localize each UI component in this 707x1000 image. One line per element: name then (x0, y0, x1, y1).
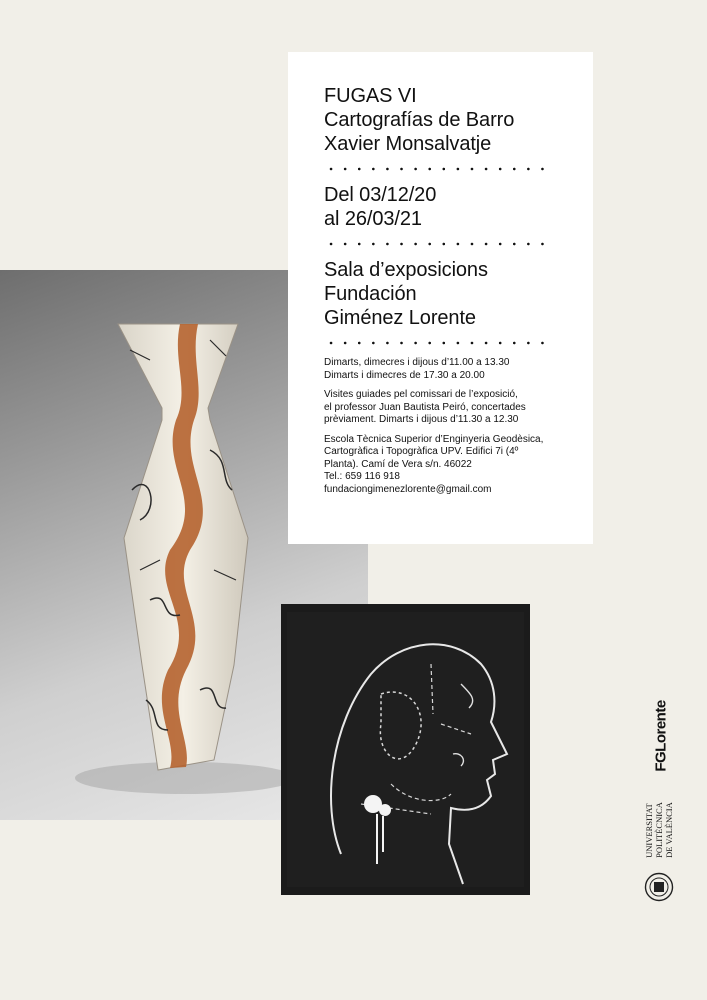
head-artwork (281, 604, 530, 895)
dotted-divider (324, 242, 550, 246)
start-date: Del 03/12/20 (324, 184, 437, 206)
fgl-logo-text: FGLorente (652, 700, 670, 772)
artist-name: Xavier Monsalvatje (324, 133, 492, 155)
venue-line: Fundación (324, 283, 417, 305)
venue-line: Sala d’exposicions (324, 259, 488, 281)
exhibition-title: Cartografías de Barro (324, 109, 515, 131)
university-seal-icon (644, 872, 674, 902)
guided-visits: Visites guiades pel comissari de l’exposició, el professor Juan Bautista Peiró, concertades prèviament. Dimarts i dijous d’11.30 a 12.30 (324, 389, 526, 425)
email: fundaciongimenezlorente@gmail.com (324, 483, 492, 495)
details-block (324, 357, 593, 496)
venue-line: Giménez Lorente (324, 307, 476, 329)
address: Escola Tècnica Superior d’Enginyeria Geodèsica, Cartogràfica i Topogràfica UPV. Edifici 7i (4º Planta). Camí de Vera s/n. 46022 Tel.: 659 116 918 fundaciongimenezlorente@gmail.com (324, 433, 544, 495)
fgl-logo (646, 688, 676, 784)
venue-block (324, 258, 593, 330)
upv-logo-text: UNIVERSITAT POLITÈCNICA DE VALÈNCIA (644, 802, 674, 858)
schedule: Dimarts, dimecres i dijous d’11.00 a 13.30 Dimarts i dimecres de 17.30 a 20.00 (324, 357, 510, 381)
exhibition-title-block (324, 84, 593, 156)
head-drawing (281, 604, 530, 895)
dotted-divider (324, 341, 550, 345)
upv-logo (636, 796, 682, 908)
end-date: al 26/03/21 (324, 208, 422, 230)
dates-block (324, 183, 593, 231)
series-title: FUGAS VI (324, 85, 417, 107)
info-card (288, 52, 593, 544)
phone: Tel.: 659 116 918 (324, 471, 400, 482)
dotted-divider (324, 167, 550, 171)
